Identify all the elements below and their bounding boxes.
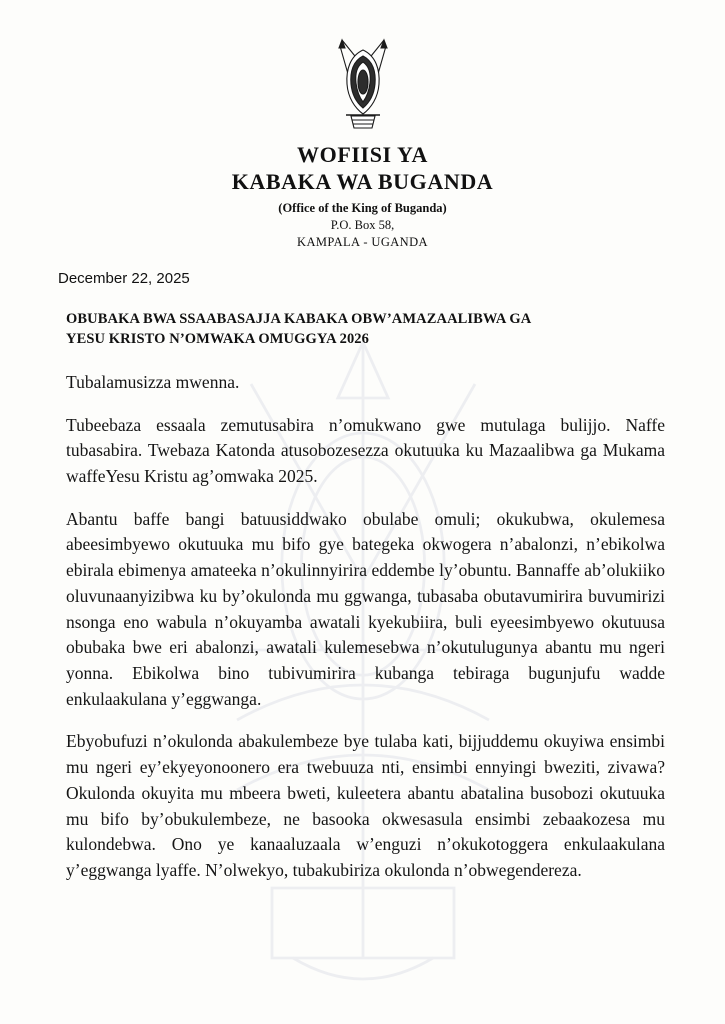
letterhead-city: KAMPALA - UGANDA (297, 234, 428, 249)
letterhead-title-line2: KABAKA WA BUGANDA (231, 168, 494, 194)
letterhead-title (58, 142, 667, 196)
letter-paragraph: Tubeebaza essaala zemutusabira n’omukwano gwe mutulaga bulijjo. Naffe tubasabira. Twebaza Katonda atusobozesezza okutuuka ku Mazaalibwa ga Mukama waffeYesu Kristu ag’omwaka 2025. (66, 414, 665, 486)
letter-paragraph: Ebyobufuzi n’okulonda abakulembeze bye tulaba kati, bijjuddemu okuyiwa ensimbi mu ngeri ey’ekyeyonoonero era twebuuza nti, ensimbi ennyingi bweziti, zivawa? Okulonda okuyita mu mbeera bweti, kuleetera abantu abatalina busobozi okutuuka mu bifo by’obukulembeze, ne basooka okwesasula ensimbi zebaakozesa mu kulondebwa. Ono ye kanaaluzaala w’enguzi n’okukotoggera enkulaakulana y’eggwanga lyaffe. N’olwekyo, tubakubiriza okulonda n’obwegendereza. (66, 731, 665, 881)
letterhead-subtitle: (Office of the King of Buganda) (278, 200, 447, 215)
letter-greeting: Tubalamusizza mwenna. (66, 371, 240, 392)
letter-subject (66, 309, 667, 350)
letter-paragraph: Abantu baffe bangi batuusiddwako obulabe omuli; okukubwa, okulemesa abeesimbyewo okutuuka mu bifo gye bategeka okwogera n’abalonzi, n’ebikolwa ebirala ebimenya amateeka n’okulinnyirira eddembe ly’obuntu. Bannaffe ab’olukiiko oluvunaanyizibwa ku by’okulonda mu ggwanga, tubasaba obutavumirira buvumirizi nsonga eno wabula n’okuyamba awatali kyekubiira, buli eyeesimbyewo okutuusa obubaka bwe eri abalonzi, awatali kulemesebwa n’okutulugunya abantu mu ngeri yonna. Ebikolwa bino tubivumirira kubanga tebiraga bugunjufu wadde enkulaakulana y’eggwanga. (66, 508, 665, 709)
letterhead-title-line1: WOFIISI YA (297, 142, 428, 167)
letter-subject-line2: YESU KRISTO N’OMWAKA OMUGGYA 2026 (66, 331, 370, 348)
letter-subject-line1: OBUBAKA BWA SSAABASAJJA KABAKA OBW’AMAZAALIBWA GA (66, 310, 532, 327)
letterhead-po-box: P.O. Box 58, (330, 217, 395, 232)
coat-of-arms-icon (58, 0, 667, 132)
letter-date: December 22, 2025 (58, 269, 190, 287)
